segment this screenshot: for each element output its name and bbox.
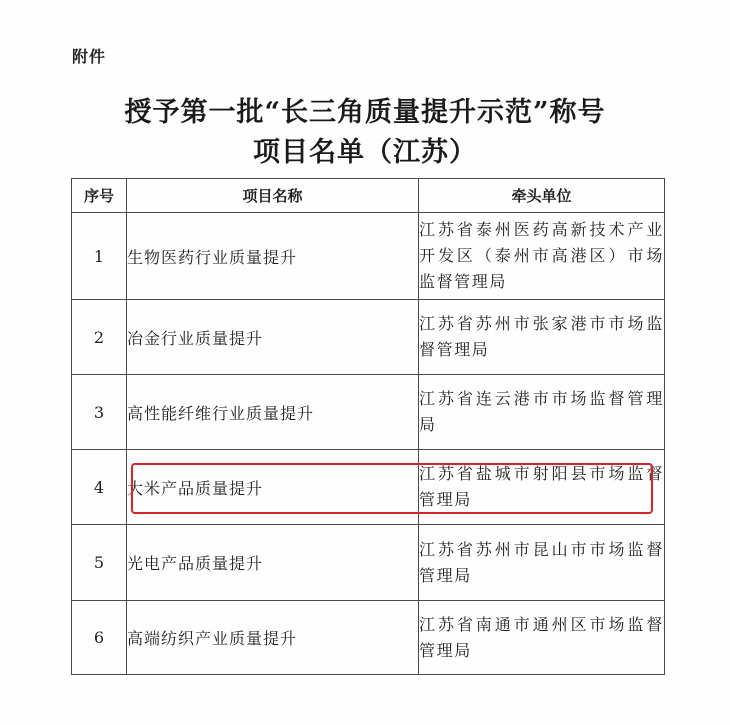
row-lead-unit: 江苏省连云港市市场监督管理局 xyxy=(419,375,665,450)
row-serial-number: 2 xyxy=(72,300,127,375)
table-row xyxy=(72,525,665,601)
document-title-line-2: 项目名单（江苏） xyxy=(253,137,477,168)
row-lead-unit: 江苏省盐城市射阳县市场监督管理局 xyxy=(419,450,665,525)
row-project-name: 生物医药行业质量提升 xyxy=(127,213,419,300)
table-row xyxy=(72,375,665,450)
row-project-name: 冶金行业质量提升 xyxy=(127,300,419,375)
row-project-name: 高端纺织产业质量提升 xyxy=(127,601,419,675)
row-serial-number: 4 xyxy=(72,450,127,525)
row-lead-unit: 江苏省南通市通州区市场监督管理局 xyxy=(419,601,665,675)
row-lead-unit: 江苏省苏州市昆山市市场监督管理局 xyxy=(419,525,665,601)
table-row xyxy=(72,450,665,525)
header-project-name: 项目名称 xyxy=(127,179,419,213)
attachment-label: 附件 xyxy=(72,47,107,66)
table-header-row xyxy=(72,179,665,213)
row-serial-number: 5 xyxy=(72,525,127,601)
table-row xyxy=(72,213,665,300)
row-lead-unit: 江苏省苏州市张家港市市场监督管理局 xyxy=(419,300,665,375)
row-serial-number: 3 xyxy=(72,375,127,450)
row-serial-number: 6 xyxy=(72,601,127,675)
row-serial-number: 1 xyxy=(72,213,127,300)
row-project-name: 光电产品质量提升 xyxy=(127,525,419,601)
header-serial-number: 序号 xyxy=(72,179,127,213)
header-lead-unit: 牵头单位 xyxy=(419,179,665,213)
table-row xyxy=(72,300,665,375)
table-row xyxy=(72,601,665,675)
row-project-name: 高性能纤维行业质量提升 xyxy=(127,375,419,450)
row-project-name: 大米产品质量提升 xyxy=(127,450,419,525)
document-title-line-1: 授予第一批“长三角质量提升示范”称号 xyxy=(124,97,606,128)
row-lead-unit: 江苏省泰州医药高新技术产业开发区（泰州市高港区）市场监督管理局 xyxy=(419,213,665,300)
project-list-table xyxy=(71,178,665,675)
